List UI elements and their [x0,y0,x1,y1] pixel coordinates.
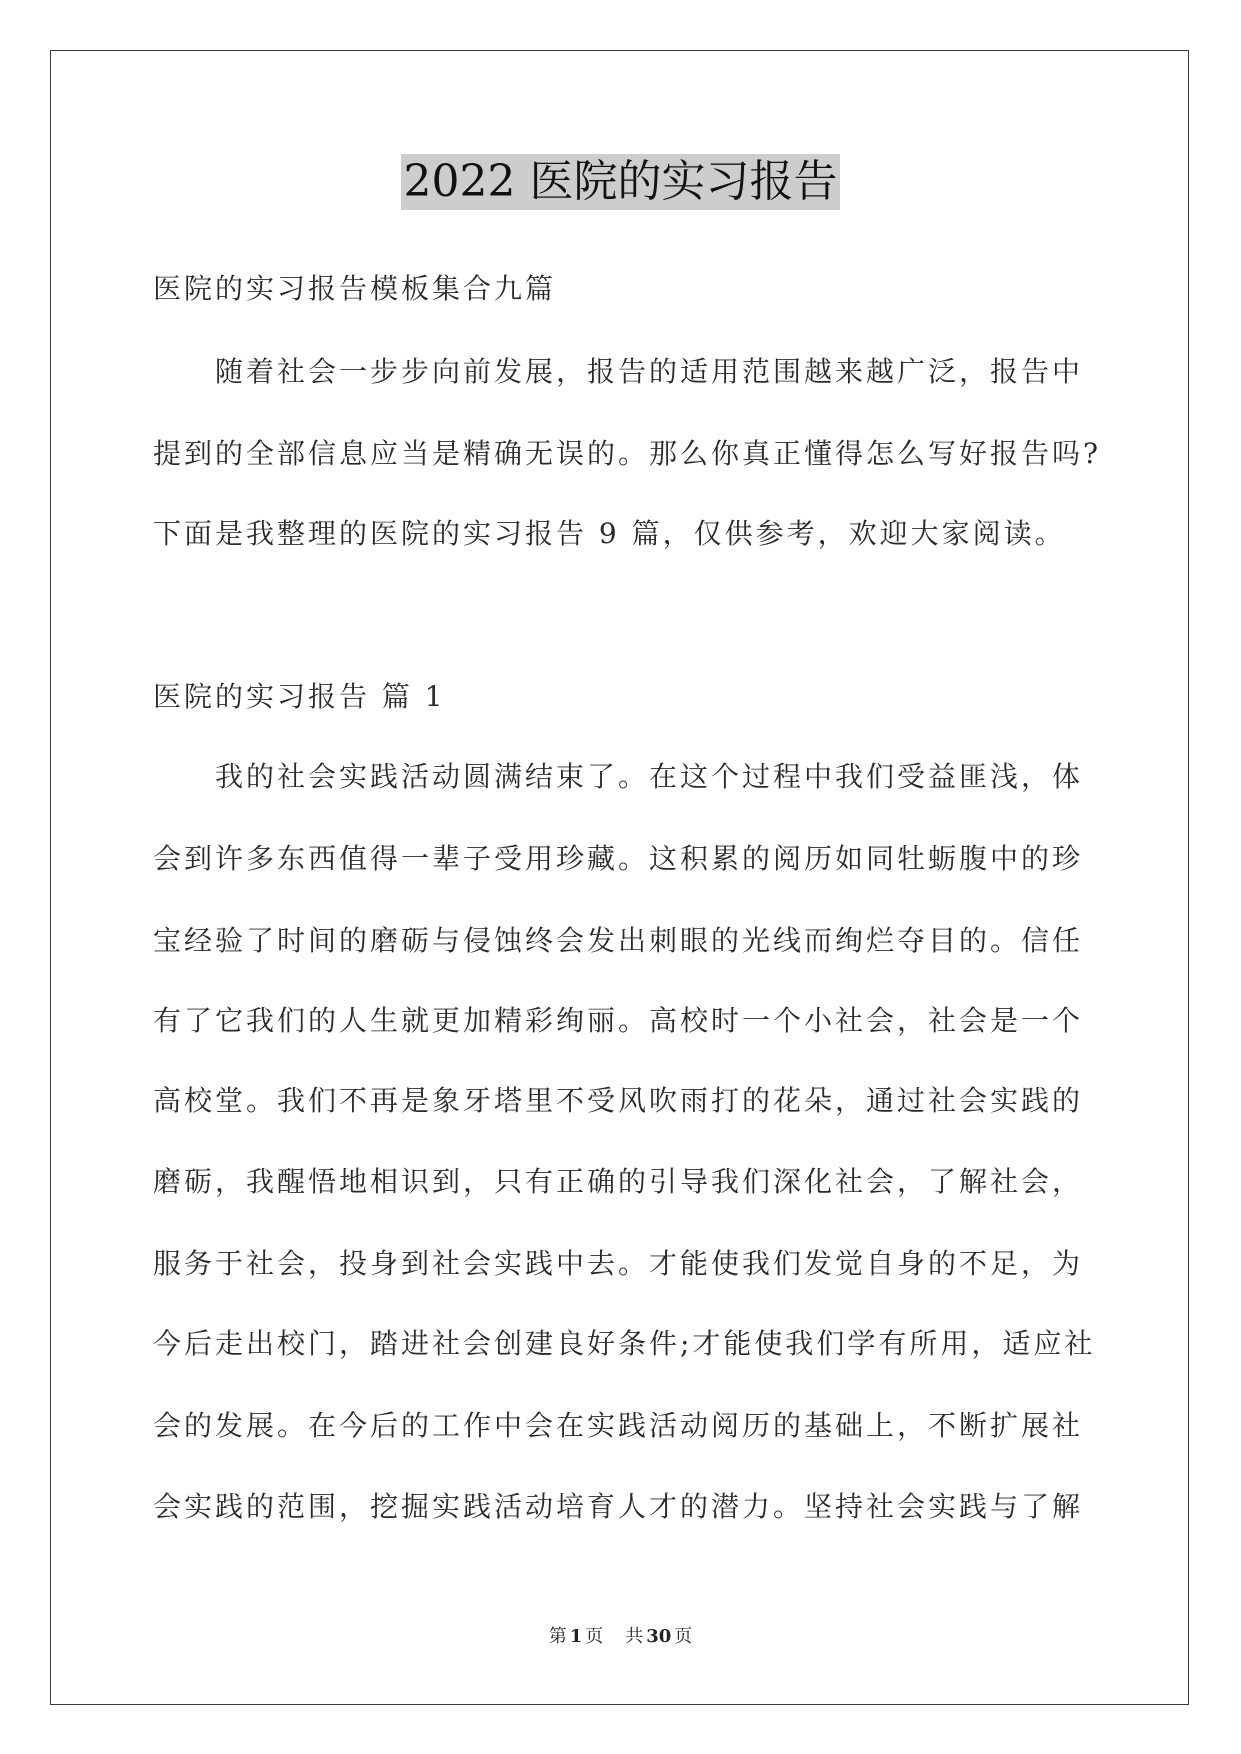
document-subtitle: 医院的实习报告模板集合九篇 [153,272,557,305]
body-line: 磨砺，我醒悟地相识到，只有正确的引导我们深化社会，了解社会， [153,1165,1084,1198]
body-line: 宝经验了时间的磨砺与侵蚀终会发出刺眼的光线而绚烂夺目的。信任 [153,924,1084,957]
current-page-number: 1 [569,1626,583,1647]
page-suffix: 页 [585,1626,604,1647]
body-line: 有了它我们的人生就更加精彩绚丽。高校时一个小社会，社会是一个 [153,1004,1084,1037]
total-pages-number: 30 [646,1626,672,1647]
title-container [0,154,1241,210]
body-line: 服务于社会，投身到社会实践中去。才能使我们发觉自身的不足，为 [153,1247,1084,1280]
total-suffix: 页 [674,1626,693,1647]
intro-line: 下面是我整理的医院的实习报告 9 篇，仅供参考，欢迎大家阅读。 [153,517,1066,550]
body-line: 会到许多东西值得一辈子受用珍藏。这积累的阅历如同牡蛎腹中的珍 [153,842,1084,875]
page-footer [0,1626,1241,1648]
body-line: 今后走出校门，踏进社会创建良好条件;才能使我们学有所用，适应社 [153,1327,1096,1360]
section-heading: 医院的实习报告 篇 1 [153,680,446,713]
body-line: 我的社会实践活动圆满结束了。在这个过程中我们受益匪浅，体 [215,760,1084,793]
document-title: 2022 医院的实习报告 [401,154,841,210]
body-line: 高校堂。我们不再是象牙塔里不受风吹雨打的花朵，通过社会实践的 [153,1084,1084,1117]
body-line: 会的发展。在今后的工作中会在实践活动阅历的基础上，不断扩展社 [153,1409,1084,1442]
page-prefix: 第 [548,1626,567,1647]
intro-line: 提到的全部信息应当是精确无误的。那么你真正懂得怎么写好报告吗? [153,437,1102,470]
total-prefix: 共 [625,1626,644,1647]
intro-line: 随着社会一步步向前发展，报告的适用范围越来越广泛，报告中 [215,355,1084,388]
body-line: 会实践的范围，挖掘实践活动培育人才的潜力。坚持社会实践与了解 [153,1490,1084,1523]
